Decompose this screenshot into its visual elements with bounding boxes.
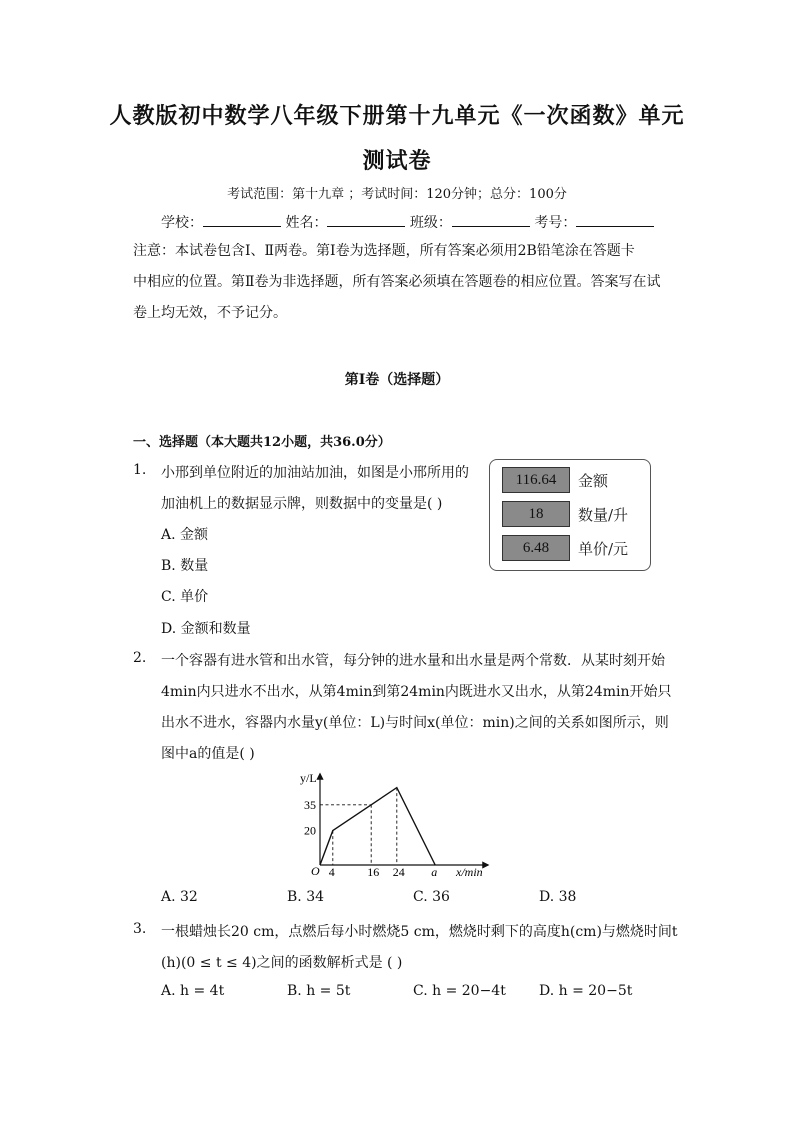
section1-title: 一、选择题（本大题共12小题，共36.0分）: [133, 435, 391, 450]
q2-graph: [290, 768, 500, 883]
q3-line2: (h)(0 ≤ t ≤ 4)之间的函数解析式是 ( ): [161, 955, 403, 971]
exam-info: 考试范围：第十九章 ；考试时间：120分钟；总分：100分: [227, 187, 567, 202]
notice-line3: 卷上均无效，不予记分。: [133, 305, 287, 321]
q1-line1: 小邢到单位附近的加油站加油，如图是小邢所用的: [161, 465, 469, 481]
water-volume-line: [320, 788, 435, 865]
y-tick-label: 35: [304, 797, 316, 812]
q3-number: 3.: [133, 921, 147, 937]
q3-option-b[interactable]: B. h = 5t: [287, 983, 351, 999]
doc-title-line1: 人教版初中数学八年级下册第十九单元《一次函数》单元: [109, 103, 685, 129]
q1-line2: 加油机上的数据显示牌，则数据中的变量是( ): [161, 496, 443, 512]
class-label: 班级：: [409, 215, 452, 231]
amount-label: 金额: [578, 472, 609, 490]
price-label: 单价/元: [578, 540, 629, 558]
x-axis-label: x/min: [456, 865, 483, 879]
q3-option-a[interactable]: A. h = 4t: [161, 983, 225, 999]
fuel-display-panel: [489, 459, 651, 571]
number-blank[interactable]: [576, 214, 654, 227]
class-blank[interactable]: [452, 214, 530, 227]
q2-option-c[interactable]: C. 36: [413, 889, 450, 905]
info-fields: [161, 212, 654, 232]
q3-option-c[interactable]: C. h = 20−4t: [413, 983, 506, 999]
price-value: 6.48: [502, 535, 570, 561]
quantity-value: 18: [502, 501, 570, 527]
name-blank[interactable]: [327, 214, 405, 227]
y-tick-label: 20: [304, 823, 316, 838]
x-tick-label: a: [431, 865, 438, 879]
q2-option-b[interactable]: B. 34: [287, 889, 325, 905]
school-label: 学校：: [161, 215, 203, 231]
y-axis-label: y/L: [300, 771, 317, 785]
doc-title-line2: 测试卷: [362, 148, 432, 174]
q1-option-a[interactable]: A. 金额: [161, 527, 209, 543]
q2-line3: 出水不进水，容器内水量y(单位：L)与时间x(单位：min)之间的关系如图所示，则: [161, 715, 669, 731]
quantity-label: 数量/升: [578, 506, 629, 524]
origin-label: O: [311, 864, 320, 878]
q2-line1: 一个容器有进水管和出水管，每分钟的进水量和出水量是两个常数．从某时刻开始: [161, 653, 665, 669]
q3-option-d[interactable]: D. h = 20−5t: [539, 983, 633, 999]
q1-option-b[interactable]: B. 数量: [161, 558, 209, 574]
q3-line1: 一根蜡烛长20 cm，点燃后每小时燃烧5 cm，燃烧时剩下的高度h(cm)与燃烧时间t: [161, 924, 678, 940]
notice-line1: 注意：本试卷包含Ⅰ、Ⅱ两卷。第Ⅰ卷为选择题，所有答案必须用2B铅笔涂在答题卡: [133, 243, 635, 259]
notice: [133, 236, 663, 329]
part1-title: 第Ⅰ卷（选择题）: [344, 372, 450, 388]
q1-option-d[interactable]: D. 金额和数量: [161, 621, 251, 637]
notice-line2: 中相应的位置。第Ⅱ卷为非选择题，所有答案必须填在答题卷的相应位置。答案写在试: [133, 274, 661, 290]
q1-number: 1.: [133, 462, 147, 478]
x-tick-label: 24: [392, 865, 405, 879]
q2-option-a[interactable]: A. 32: [161, 889, 198, 905]
q2-option-d[interactable]: D. 38: [539, 889, 577, 905]
q2-number: 2.: [133, 650, 147, 666]
amount-value: 116.64: [502, 467, 570, 493]
x-tick-label: 4: [328, 865, 335, 879]
x-tick-label: 16: [367, 865, 380, 879]
number-label: 考号：: [534, 215, 577, 231]
q1-option-c[interactable]: C. 单价: [161, 589, 209, 605]
name-label: 姓名：: [285, 215, 328, 231]
school-blank[interactable]: [203, 214, 281, 227]
q2-line4: 图中a的值是( ): [161, 746, 255, 762]
q2-line2: 4min内只进水不出水，从第4min到第24min内既进水又出水，从第24min开始只: [161, 684, 672, 700]
